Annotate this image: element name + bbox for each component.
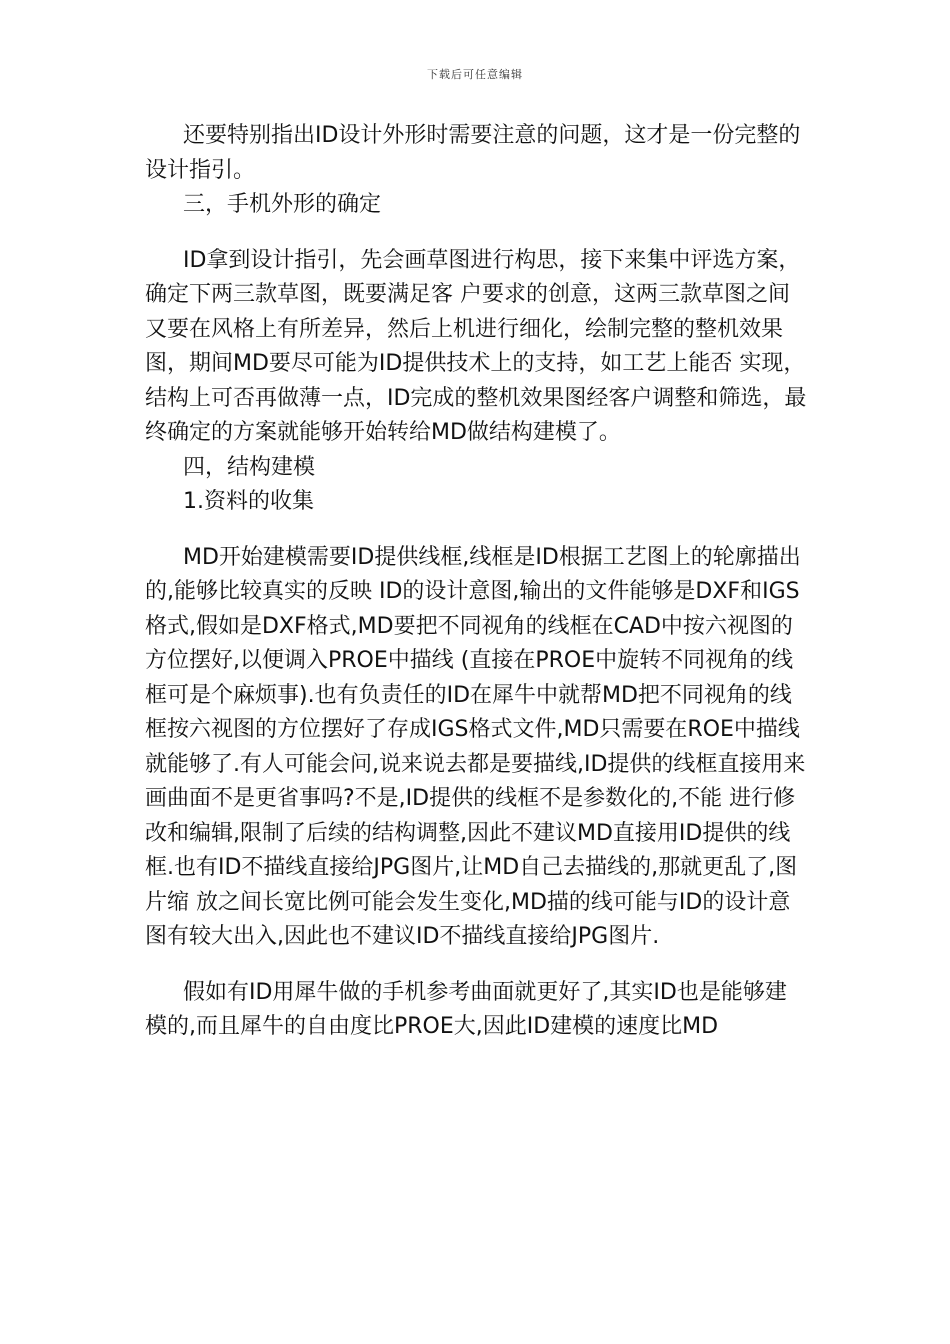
section-heading-4: 四，结构建模 [183, 454, 316, 480]
section-heading-3: 三，手机外形的确定 [183, 192, 382, 217]
paragraph-design-guide-note: 还要特别指出ID设计外形时需要注意的问题，这才是一份完整的设计指引。 [145, 123, 801, 183]
paragraph-rhino-surface: 假如有ID用犀牛做的手机参考曲面就更好了,其实ID也是能够建模的,而且犀牛的自由度比PROE大,因此ID建模的速度比MD [145, 979, 787, 1039]
page-header-note: 下载后可任意编辑 [427, 68, 523, 81]
subsection-heading-4-1: 1.资料的收集 [183, 489, 314, 514]
document-body [145, 119, 807, 1045]
paragraph-exterior-design: ID拿到设计指引，先会画草图进行构思，接下来集中评选方案，确定下两三款草图，既要满足客 户要求的创意，这两三款草图之间又要在风格上有所差异，然后上机进行细化，绘制完整的整机效果图，期间MD要尽可能为ID提供技术上的支持，如工艺上能否 实现，结构上可否再做薄一点，ID完成的整机效果图经客户调整和筛选，最终确定的方案就能够开始转给MD做结构建模了。 [145, 247, 807, 445]
paragraph-data-collection: MD开始建模需要ID提供线框,线框是ID根据工艺图上的轮廓描出的,能够比较真实的反映 ID的设计意图,输出的文件能够是DXF和IGS格式,假如是DXF格式,MD要把不同视角的线框在CAD中按六视图的方位摆好,以便调入PROE中描线 (直接在PROE中旋转不同视角的线框可是个麻烦事).也有负责任的ID在犀牛中就帮MD把不同视角的线框按六视图的方位摆好了存成IGS格式文件,MD只需要在ROE中描线就能够了.有人可能会问,说来说去都是要描线,ID提供的线框直接用来画曲面不是更省事吗?不是,ID提供的线框不是参数化的,不能 进行修改和编辑,限制了后续的结构调整,因此不建议MD直接用ID提供的线框.也有ID不描线直接给JPG图片,让MD自己去描线的,那就更乱了,图片缩 放之间长宽比例可能会发生变化,MD描的线可能与ID的设计意图有较大出入,因此也不建议ID不描线直接给JPG图片. [145, 544, 806, 949]
